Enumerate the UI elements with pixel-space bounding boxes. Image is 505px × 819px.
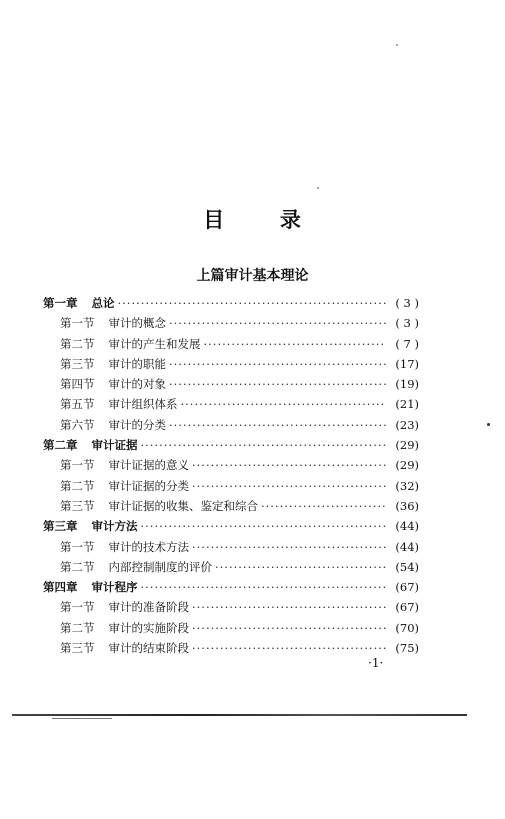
dot-leader (192, 641, 386, 655)
toc-section-row (43, 539, 419, 559)
section-title: 审计的职能 (108, 356, 166, 371)
toc-chapter-row (43, 579, 419, 599)
toc-section-row (43, 640, 419, 660)
bottom-rule-fragment (52, 718, 112, 719)
dot-leader (204, 337, 387, 351)
chapter-title: 审计方法 (91, 519, 138, 534)
dot-leader (215, 560, 386, 574)
dot-leader (169, 377, 386, 391)
dot-leader (169, 357, 386, 371)
table-of-contents (43, 295, 419, 660)
page-number: ·1· (368, 656, 384, 670)
toc-section-row (43, 336, 419, 356)
page-ref: (54) (395, 559, 419, 574)
dot-leader (192, 600, 386, 614)
section-title: 审计的结束阶段 (108, 641, 189, 656)
toc-section-row (43, 599, 419, 619)
toc-chapter-row (43, 295, 419, 315)
chapter-title: 审计证据 (91, 438, 138, 453)
section-title: 审计的实施阶段 (108, 620, 189, 635)
section-title: 审计的产生和发展 (108, 336, 201, 351)
chapter-number: 第二章 (43, 438, 78, 453)
section-title: 审计组织体系 (108, 397, 178, 412)
section-number: 第二节 (60, 559, 95, 574)
page-ref: (36) (395, 498, 419, 513)
page-ref: (44) (395, 539, 419, 554)
section-number: 第五节 (60, 397, 95, 412)
section-number: 第二节 (60, 620, 95, 635)
toc-section-row (43, 498, 419, 518)
page-ref: ( 3 ) (395, 316, 419, 331)
chapter-number: 第四章 (43, 580, 78, 595)
scan-speck (317, 187, 319, 189)
dot-leader (192, 621, 386, 635)
scan-speck (487, 423, 490, 426)
page-ref: (70) (395, 620, 419, 635)
section-number: 第一节 (60, 316, 95, 331)
toc-chapter-row (43, 437, 419, 457)
toc-section-row (43, 315, 419, 335)
dot-leader (169, 316, 386, 330)
dot-leader (141, 580, 387, 594)
toc-section-row (43, 396, 419, 416)
dot-leader (141, 438, 387, 452)
toc-heading (0, 204, 505, 234)
page-ref: (32) (395, 478, 419, 493)
section-number: 第三节 (60, 498, 95, 513)
dot-leader (118, 296, 387, 310)
section-title: 审计的对象 (108, 377, 166, 392)
toc-section-row (43, 559, 419, 579)
section-number: 第三节 (60, 641, 95, 656)
toc-heading-right: 录 (279, 208, 302, 232)
section-title: 审计的技术方法 (108, 539, 189, 554)
page-ref: ( 3 ) (395, 296, 419, 310)
toc-heading-left: 目 (203, 208, 226, 232)
bottom-rule (12, 714, 467, 716)
section-number: 第四节 (60, 377, 95, 392)
section-title: 审计证据的分类 (108, 478, 189, 493)
page-ref: (75) (395, 641, 419, 656)
dot-leader (169, 418, 386, 432)
section-title: 审计的概念 (108, 316, 166, 331)
chapter-number: 第三章 (43, 519, 78, 534)
section-title: 审计的分类 (108, 417, 166, 432)
section-number: 第一节 (60, 539, 95, 554)
dot-leader (181, 397, 387, 411)
section-number: 第二节 (60, 478, 95, 493)
part-title: 上篇审计基本理论 (196, 268, 309, 284)
section-number: 第二节 (60, 336, 95, 351)
toc-section-row (43, 478, 419, 498)
scan-speck (396, 44, 398, 46)
section-number: 第一节 (60, 458, 95, 473)
section-number: 第一节 (60, 600, 95, 615)
chapter-title: 审计程序 (91, 580, 138, 595)
dot-leader (192, 540, 386, 554)
section-title: 审计的准备阶段 (108, 600, 189, 615)
chapter-title: 总论 (91, 296, 115, 310)
section-title: 审计证据的收集、鉴定和综合 (108, 498, 258, 513)
section-number: 第三节 (60, 356, 95, 371)
page-ref: (67) (395, 580, 419, 595)
section-number: 第六节 (60, 417, 95, 432)
page-ref: (17) (395, 356, 419, 371)
toc-section-row (43, 457, 419, 477)
page-ref: (29) (395, 438, 419, 453)
toc-section-row (43, 376, 419, 396)
toc-section-row (43, 356, 419, 376)
page-ref: (29) (395, 458, 419, 473)
dot-leader (141, 519, 387, 533)
dot-leader (192, 479, 386, 493)
page-ref: (19) (395, 377, 419, 392)
chapter-number: 第一章 (43, 296, 78, 310)
section-title: 内部控制制度的评价 (108, 559, 212, 574)
page-ref: ( 7 ) (395, 336, 419, 351)
page-ref: (21) (395, 397, 419, 412)
dot-leader (192, 458, 386, 472)
page-ref: (23) (395, 417, 419, 432)
section-title: 审计证据的意义 (108, 458, 189, 473)
dot-leader (261, 499, 386, 513)
toc-chapter-row (43, 518, 419, 538)
page-ref: (67) (395, 600, 419, 615)
toc-section-row (43, 620, 419, 640)
toc-section-row (43, 417, 419, 437)
page-ref: (44) (395, 519, 419, 534)
